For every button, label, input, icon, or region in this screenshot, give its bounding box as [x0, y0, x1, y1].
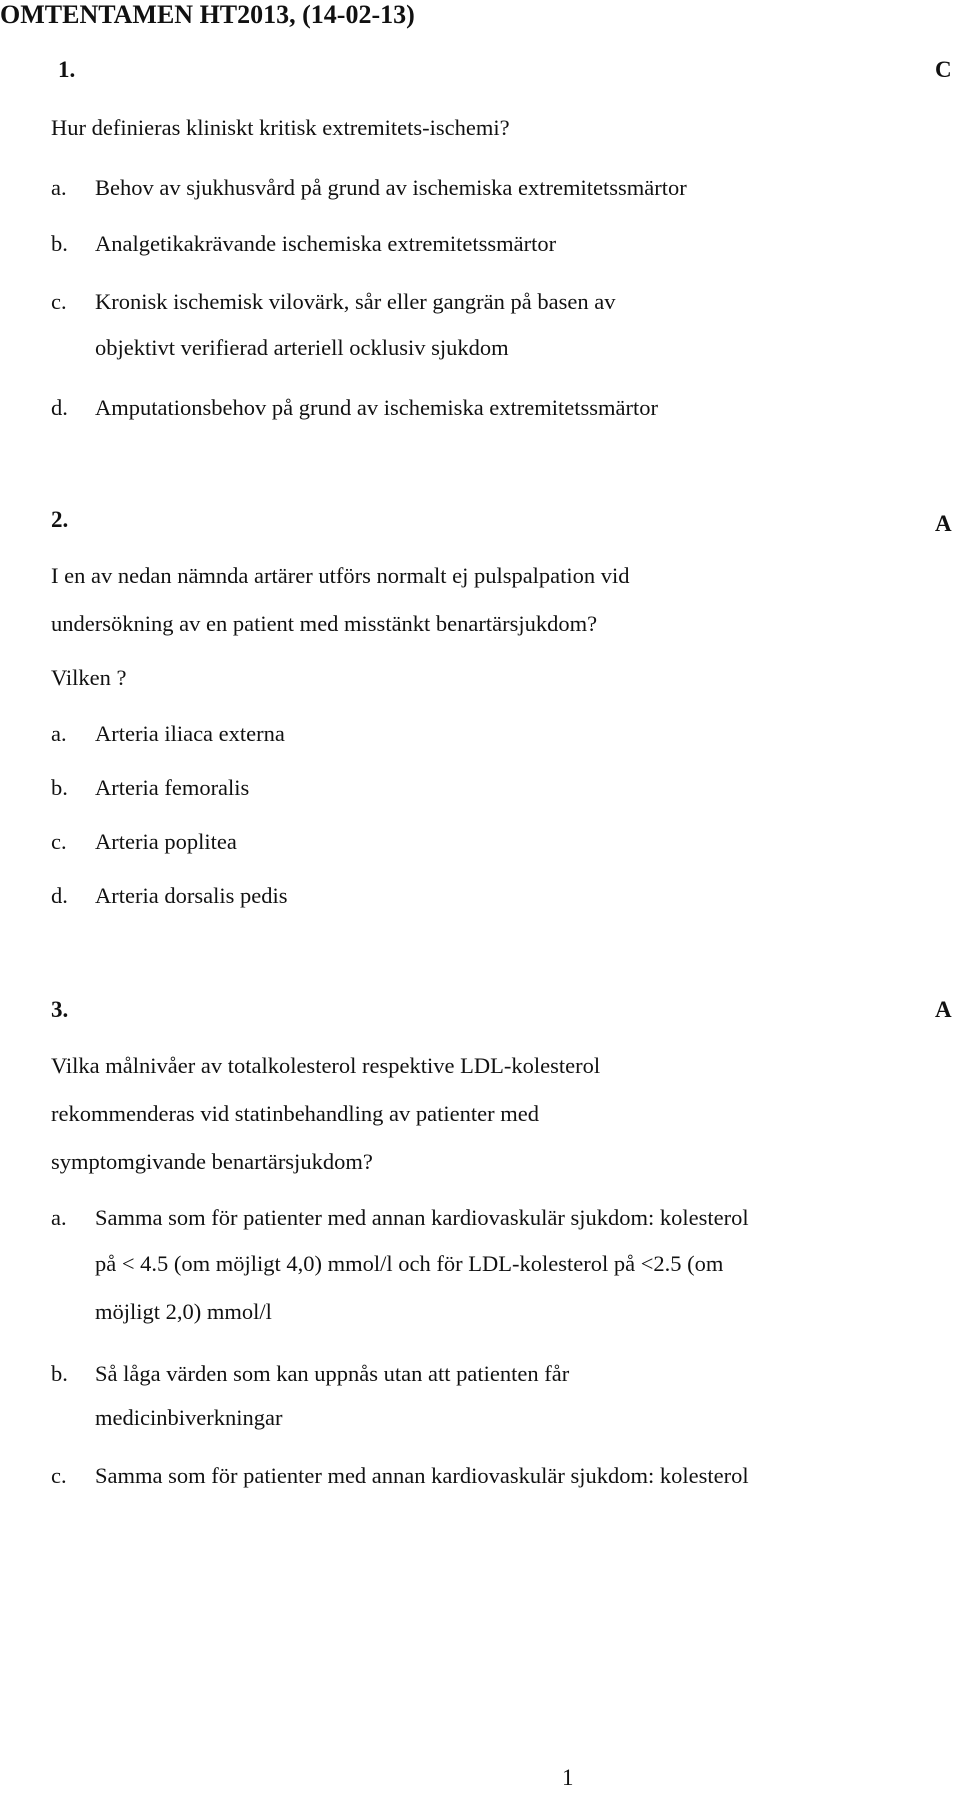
option-text-continued: på < 4.5 (om möjligt 4,0) mmol/l och för LDL-kolesterol på <2.5 (om	[95, 1251, 724, 1276]
option-letter: a.	[51, 1205, 67, 1230]
question-text: Vilken ?	[51, 665, 127, 690]
option-text: Analgetikakrävande ischemiska extremitetssmärtor	[95, 231, 557, 256]
option-text-continued: möjligt 2,0) mmol/l	[95, 1299, 272, 1324]
option-letter: a.	[51, 721, 67, 746]
question-number: 3.	[51, 997, 69, 1022]
option-text: Arteria poplitea	[95, 829, 237, 854]
option-text: Arteria dorsalis pedis	[95, 883, 288, 908]
option-a	[51, 174, 687, 202]
option-letter: b.	[51, 231, 68, 256]
question-text: undersökning av en patient med misstänkt benartärsjukdom?	[51, 611, 598, 636]
option-letter: b.	[51, 775, 68, 800]
option-letter: c.	[51, 829, 67, 854]
option-a	[51, 1204, 749, 1232]
option-text: Så låga värden som kan uppnås utan att patienten får	[95, 1361, 570, 1386]
option-text: Amputationsbehov på grund av ischemiska extremitetssmärtor	[95, 395, 658, 420]
option-text-continued: objektivt verifierad arteriell ocklusiv sjukdom	[95, 335, 509, 360]
option-d	[51, 394, 658, 422]
option-letter: d.	[51, 395, 68, 420]
page-number: 1	[562, 1765, 574, 1790]
question-text: symptomgivande benartärsjukdom?	[51, 1149, 373, 1174]
option-text: Samma som för patienter med annan kardiovaskulär sjukdom: kolesterol	[95, 1205, 749, 1230]
option-letter: b.	[51, 1361, 68, 1386]
option-c	[51, 1462, 749, 1490]
option-letter: c.	[51, 289, 67, 314]
option-text: Arteria femoralis	[95, 775, 250, 800]
option-letter: a.	[51, 175, 67, 200]
option-a	[51, 720, 285, 748]
option-b	[51, 774, 249, 802]
option-b	[51, 1360, 569, 1388]
question-text: rekommenderas vid statinbehandling av patienter med	[51, 1101, 539, 1126]
question-text: Vilka målnivåer av totalkolesterol respektive LDL-kolesterol	[51, 1053, 601, 1078]
option-c	[51, 828, 237, 856]
option-text-continued: medicinbiverkningar	[95, 1405, 283, 1430]
answer-key: A	[935, 997, 952, 1022]
question-text: I en av nedan nämnda artärer utförs normalt ej pulspalpation vid	[51, 563, 630, 588]
option-text: Samma som för patienter med annan kardiovaskulär sjukdom: kolesterol	[95, 1463, 749, 1488]
option-text: Behov av sjukhusvård på grund av ischemiska extremitetssmärtor	[95, 175, 687, 200]
answer-key: C	[935, 57, 952, 82]
exam-title: OMTENTAMEN HT2013, (14-02-13)	[0, 0, 415, 29]
option-letter: c.	[51, 1463, 67, 1488]
answer-key: A	[935, 511, 952, 536]
option-b	[51, 230, 556, 258]
option-d	[51, 882, 287, 910]
option-text: Kronisk ischemisk vilovärk, sår eller gangrän på basen av	[95, 289, 616, 314]
option-letter: d.	[51, 883, 68, 908]
question-text: Hur definieras kliniskt kritisk extremitets-ischemi?	[51, 115, 510, 140]
option-c	[51, 288, 615, 316]
question-number: 1.	[58, 57, 76, 82]
question-number: 2.	[51, 507, 69, 532]
option-text: Arteria iliaca externa	[95, 721, 285, 746]
